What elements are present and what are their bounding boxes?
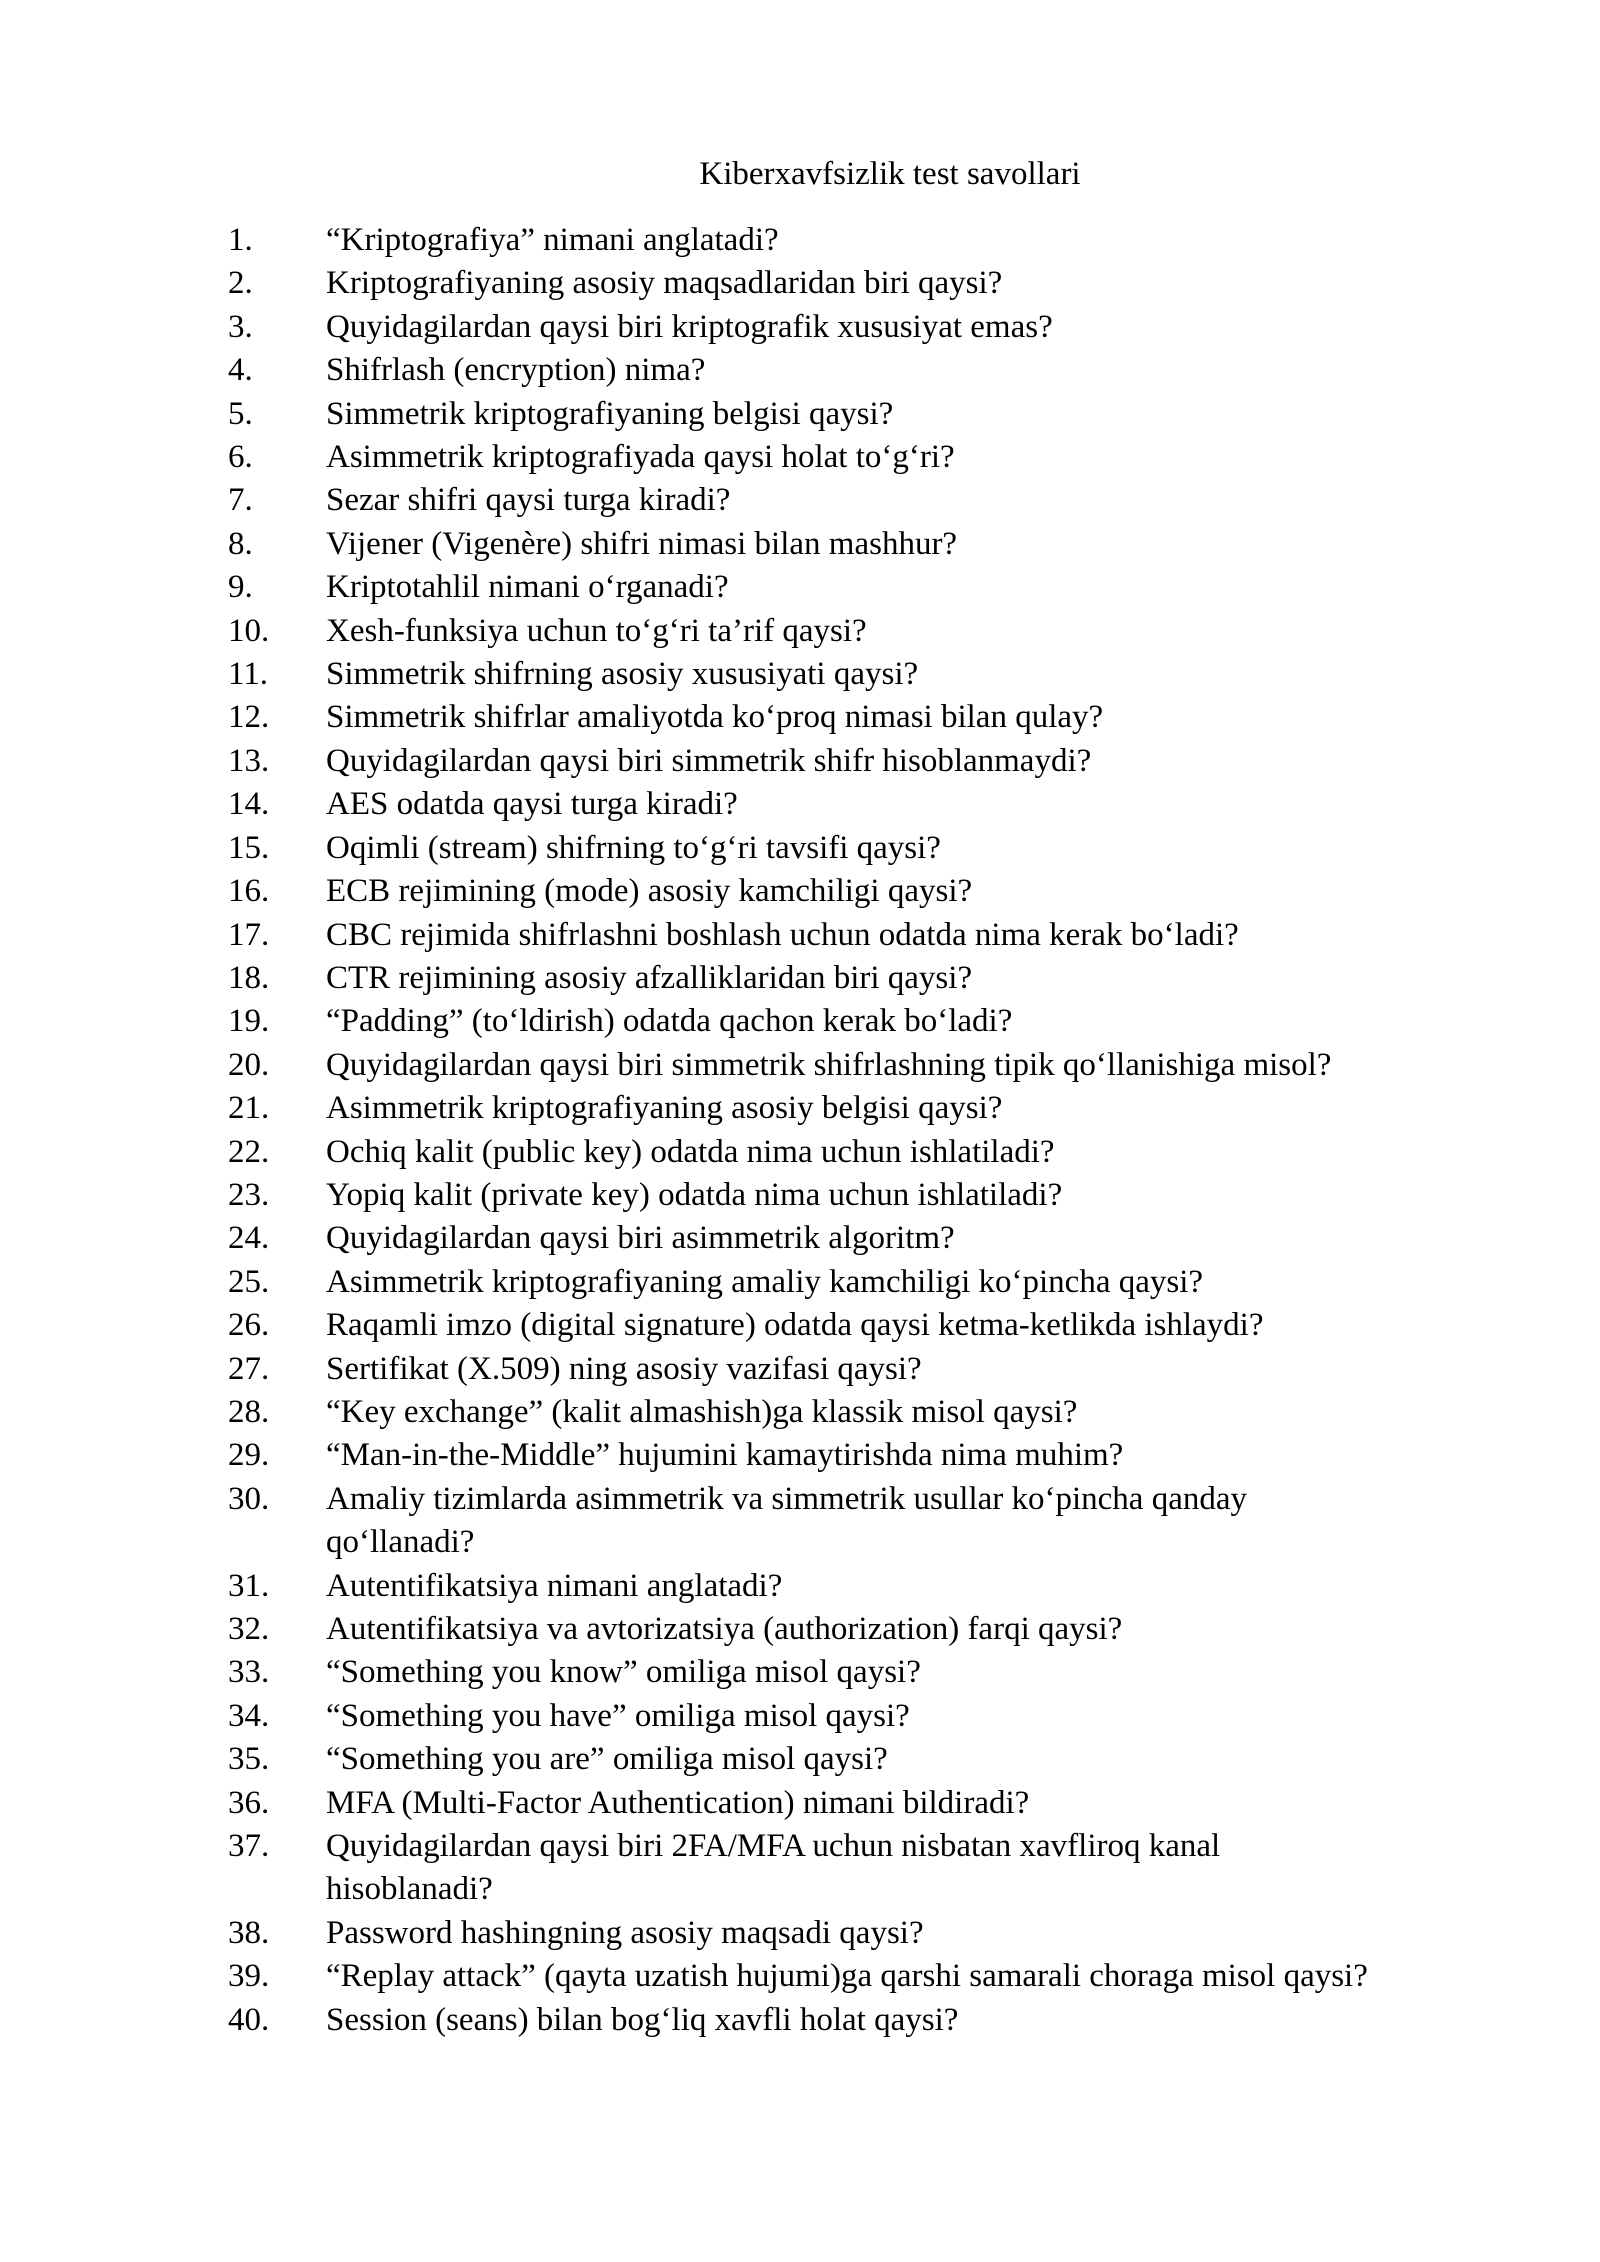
- question-number: 35.: [228, 1741, 270, 1778]
- question-item: [228, 653, 1528, 696]
- question-text: MFA (Multi-Factor Authentication) nimani bildiradi?: [326, 1784, 1030, 1821]
- question-item: [228, 1434, 1528, 1477]
- question-text: Yopiq kalit (private key) odatda nima uchun ishlatiladi?: [326, 1176, 1063, 1213]
- question-number: 17.: [228, 916, 270, 953]
- question-number: 11.: [228, 656, 269, 693]
- question-number: 25.: [228, 1263, 270, 1300]
- question-number: 31.: [228, 1567, 270, 1604]
- question-number: 34.: [228, 1697, 270, 1734]
- question-number: 39.: [228, 1958, 270, 1995]
- question-item: [228, 957, 1528, 1000]
- question-item: [228, 783, 1528, 826]
- question-number: 13.: [228, 742, 270, 779]
- question-text: Quyidagilardan qaysi biri simmetrik shifr hisoblanmaydi?: [326, 742, 1092, 779]
- question-text: Session (seans) bilan bog‘liq xavfli holat qaysi?: [326, 2001, 959, 2038]
- question-number: 24.: [228, 1220, 270, 1257]
- question-item: [228, 827, 1528, 870]
- question-number: 19.: [228, 1003, 270, 1040]
- question-number: 18.: [228, 959, 270, 996]
- question-item: [228, 1000, 1528, 1043]
- question-text: Quyidagilardan qaysi biri simmetrik shifrlashning tipik qo‘llanishiga misol?: [326, 1046, 1332, 1083]
- question-item: [228, 1695, 1528, 1738]
- question-number: 15.: [228, 829, 270, 866]
- question-number: 10.: [228, 612, 270, 649]
- question-item: [228, 479, 1528, 522]
- question-item: [228, 1999, 1528, 2042]
- question-number: 5.: [228, 395, 253, 432]
- question-number: 30.: [228, 1480, 270, 1517]
- question-text: CTR rejimining asosiy afzalliklaridan biri qaysi?: [326, 959, 973, 996]
- question-item: [228, 1087, 1528, 1130]
- question-item: [228, 1478, 1528, 1565]
- question-number: 33.: [228, 1654, 270, 1691]
- question-item: [228, 1304, 1528, 1347]
- question-text: Quyidagilardan qaysi biri 2FA/MFA uchun nisbatan xavfliroq kanal hisoblanadi?: [326, 1828, 1221, 1908]
- question-number: 38.: [228, 1914, 270, 1951]
- question-text: Raqamli imzo (digital signature) odatda qaysi ketma-ketlikda ishlaydi?: [326, 1307, 1264, 1344]
- question-number: 1.: [228, 222, 253, 258]
- question-item: [228, 1217, 1528, 1260]
- question-item: [228, 610, 1528, 653]
- question-item: [228, 1782, 1528, 1825]
- question-list: [228, 219, 1528, 2042]
- question-text: Autentifikatsiya nimani anglatadi?: [326, 1567, 783, 1604]
- question-item: [228, 696, 1528, 739]
- question-item: [228, 870, 1528, 913]
- question-text: “Something you have” omiliga misol qaysi?: [326, 1697, 910, 1734]
- question-number: 3.: [228, 308, 253, 345]
- question-text: Simmetrik shifrlar amaliyotda ko‘proq nimasi bilan qulay?: [326, 699, 1104, 736]
- question-item: [228, 1608, 1528, 1651]
- question-item: [228, 1565, 1528, 1608]
- question-number: 23.: [228, 1176, 270, 1213]
- question-text: Password hashingning asosiy maqsadi qaysi?: [326, 1914, 924, 1951]
- question-number: 22.: [228, 1133, 270, 1170]
- question-number: 37.: [228, 1828, 270, 1865]
- question-item: [228, 914, 1528, 957]
- question-text: “Replay attack” (qayta uzatish hujumi)ga qarshi samarali choraga misol qaysi?: [326, 1958, 1368, 1995]
- question-number: 40.: [228, 2001, 270, 2038]
- question-text: Shifrlash (encryption) nima?: [326, 352, 706, 389]
- question-text: “Man-in-the-Middle” hujumini kamaytirishda nima muhim?: [326, 1437, 1124, 1474]
- question-text: “Kriptografiya” nimani anglatadi?: [326, 222, 779, 258]
- question-text: Kriptografiyaning asosiy maqsadlaridan biri qaysi?: [326, 265, 1003, 302]
- question-number: 9.: [228, 569, 253, 606]
- question-text: Asimmetrik kriptografiyaning amaliy kamchiligi ko‘pincha qaysi?: [326, 1263, 1204, 1300]
- question-item: [228, 393, 1528, 436]
- question-item: [228, 1348, 1528, 1391]
- question-number: 6.: [228, 439, 253, 476]
- question-text: “Something you know” omiliga misol qaysi?: [326, 1654, 921, 1691]
- question-text: Oqimli (stream) shifrning to‘g‘ri tavsifi qaysi?: [326, 829, 941, 866]
- question-item: [228, 306, 1528, 349]
- question-text: Sezar shifri qaysi turga kiradi?: [326, 482, 731, 519]
- document-title: Kiberxavfsizlik test savollari: [699, 156, 1081, 192]
- question-number: 32.: [228, 1611, 270, 1647]
- question-number: 27.: [228, 1350, 270, 1387]
- question-number: 2.: [228, 265, 253, 302]
- question-text: Vijener (Vigenère) shifri nimasi bilan mashhur?: [326, 525, 958, 562]
- question-text: “Something you are” omiliga misol qaysi?: [326, 1741, 888, 1778]
- question-number: 7.: [228, 482, 253, 519]
- question-text: Ochiq kalit (public key) odatda nima uchun ishlatiladi?: [326, 1133, 1055, 1170]
- question-number: 21.: [228, 1090, 270, 1127]
- question-number: 36.: [228, 1784, 270, 1821]
- question-item: [228, 1044, 1528, 1087]
- question-text: “Padding” (to‘ldirish) odatda qachon kerak bo‘ladi?: [326, 1003, 1013, 1040]
- question-text: ECB rejimining (mode) asosiy kamchiligi qaysi?: [326, 873, 973, 910]
- question-item: [228, 1261, 1528, 1304]
- question-number: 16.: [228, 873, 270, 910]
- question-text: AES odatda qaysi turga kiradi?: [326, 786, 738, 823]
- question-number: 4.: [228, 352, 253, 389]
- question-text: Autentifikatsiya va avtorizatsiya (authorization) farqi qaysi?: [326, 1611, 1123, 1647]
- question-number: 8.: [228, 525, 253, 562]
- question-item: [228, 740, 1528, 783]
- question-text: Quyidagilardan qaysi biri kriptografik xususiyat emas?: [326, 308, 1053, 345]
- question-item: [228, 1174, 1528, 1217]
- question-number: 26.: [228, 1307, 270, 1344]
- question-text: Sertifikat (X.509) ning asosiy vazifasi qaysi?: [326, 1350, 922, 1387]
- question-item: [228, 262, 1528, 305]
- question-text: Kriptotahlil nimani o‘rganadi?: [326, 569, 729, 606]
- question-text: Simmetrik shifrning asosiy xususiyati qaysi?: [326, 656, 919, 693]
- question-text: Asimmetrik kriptografiyaning asosiy belgisi qaysi?: [326, 1090, 1003, 1127]
- question-text: “Key exchange” (kalit almashish)ga klassik misol qaysi?: [326, 1393, 1078, 1430]
- question-number: 14.: [228, 786, 270, 823]
- question-text: Asimmetrik kriptografiyada qaysi holat to‘g‘ri?: [326, 439, 955, 476]
- question-text: CBC rejimida shifrlashni boshlash uchun odatda nima kerak bo‘ladi?: [326, 916, 1239, 953]
- question-item: [228, 1955, 1528, 1998]
- question-item: [228, 566, 1528, 609]
- question-number: 29.: [228, 1437, 270, 1474]
- question-item: [228, 1131, 1528, 1174]
- question-item: [228, 219, 1528, 262]
- question-item: [228, 436, 1528, 479]
- question-item: [228, 1912, 1528, 1955]
- question-item: [228, 523, 1528, 566]
- question-item: [228, 1738, 1528, 1781]
- question-number: 28.: [228, 1393, 270, 1430]
- question-number: 20.: [228, 1046, 270, 1083]
- question-item: [228, 1651, 1528, 1694]
- question-text: Xesh-funksiya uchun to‘g‘ri ta’rif qaysi?: [326, 612, 867, 649]
- question-text: Simmetrik kriptografiyaning belgisi qaysi?: [326, 395, 894, 432]
- question-item: [228, 349, 1528, 392]
- question-text: Amaliy tizimlarda asimmetrik va simmetrik usullar ko‘pincha qanday qo‘llanadi?: [326, 1480, 1248, 1561]
- question-number: 12.: [228, 699, 270, 736]
- question-item: [228, 1825, 1528, 1912]
- question-item: [228, 1391, 1528, 1434]
- question-text: Quyidagilardan qaysi biri asimmetrik algoritm?: [326, 1220, 955, 1257]
